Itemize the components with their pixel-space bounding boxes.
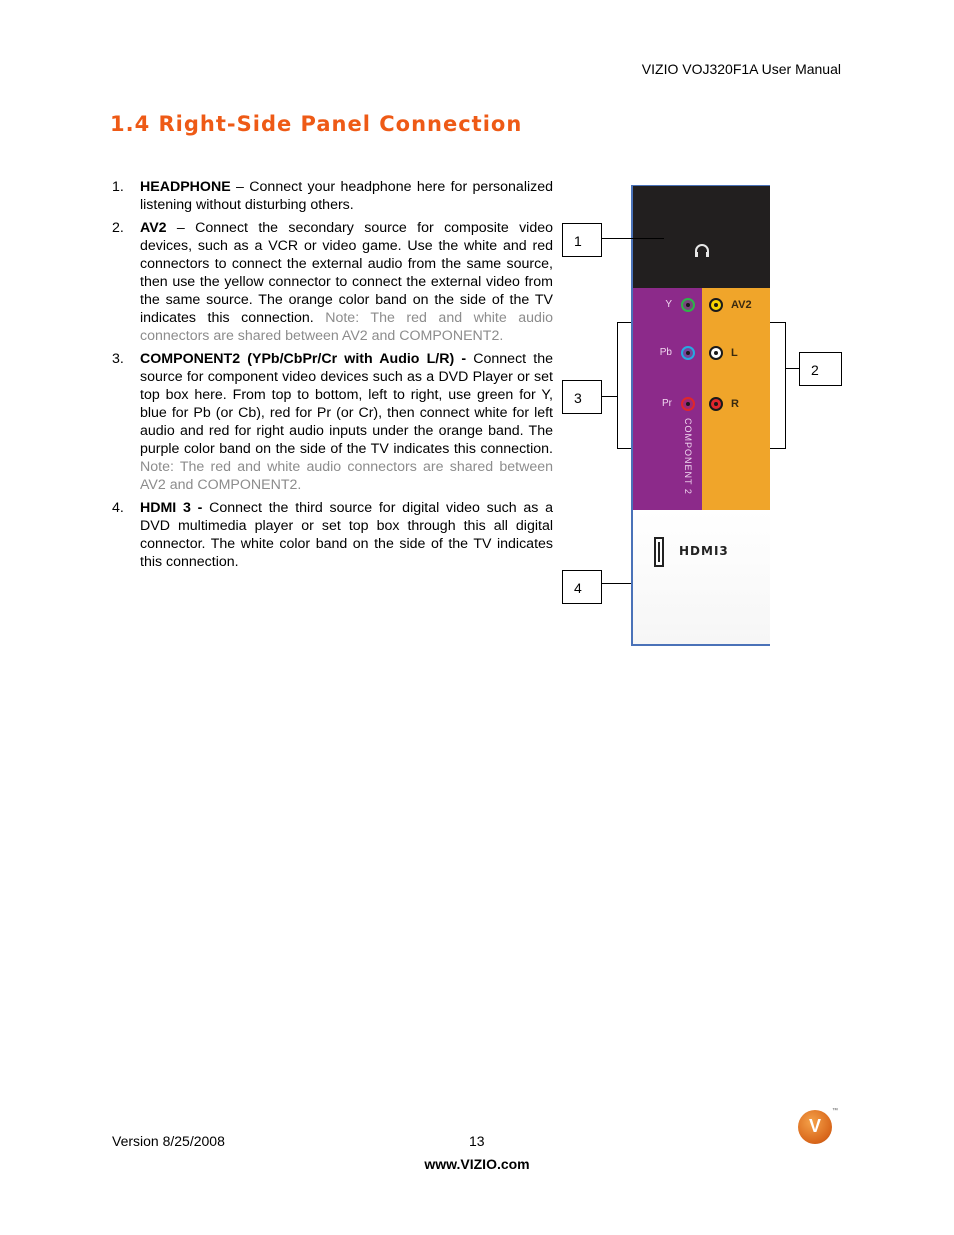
item-note: Note: The red and white audio connectors are shared between AV2 and COMPONENT2.: [140, 310, 553, 344]
port-label-pr: Pr: [662, 398, 672, 409]
item-text: – Connect the secondary source for composite video devices, such as a VCR or video game. Use the white and red connectors to connect the external audio from the same source, then use the yellow connector to connect the external video from the same source. The orange color band on the side of the TV indicates this connection.: [140, 220, 553, 326]
side-panel-illustration: [631, 185, 770, 645]
item-text: Connect the third source for digital video such as a DVD multimedia player or set top box through this all digital connector. The white color band on the side of the TV indicates this connection.: [140, 500, 553, 570]
audio-left-jack-icon[interactable]: [709, 346, 723, 360]
item-text: – Connect your headphone here for personalized listening without disturbing others.: [140, 179, 553, 213]
callout-line: [602, 396, 617, 397]
panel-edge: [631, 185, 633, 645]
callout-line: [602, 583, 631, 584]
item-number: 2.: [112, 220, 124, 236]
av-band: [702, 288, 770, 510]
port-label-y: Y: [665, 299, 672, 310]
audio-right-jack-icon[interactable]: [709, 397, 723, 411]
logo-letter: V: [808, 1116, 821, 1136]
item-number: 4.: [112, 500, 124, 516]
headphone-band: [631, 185, 770, 288]
component-band: [631, 288, 702, 510]
headphone-icon: [693, 242, 711, 260]
panel-edge: [631, 644, 770, 646]
callout-line: [602, 238, 664, 239]
callout-number: 2: [811, 362, 819, 378]
item-number: 3.: [112, 351, 124, 367]
item-title: COMPONENT2 (YPb/CbPr/Cr with Audio L/R) -: [140, 351, 474, 367]
footer-version: Version 8/25/2008: [112, 1133, 225, 1149]
connection-list: [112, 178, 553, 576]
hdmi-band: [631, 510, 770, 645]
hdmi-label: HDMI3: [679, 544, 729, 558]
list-item: [112, 499, 553, 571]
item-note: Note: The red and white audio connectors are shared between AV2 and COMPONENT2.: [140, 459, 553, 493]
callout-1: [562, 223, 602, 257]
list-item: [112, 350, 553, 494]
callout-4: [562, 570, 602, 604]
bracket-line: [617, 322, 618, 449]
y-jack-icon[interactable]: [681, 298, 695, 312]
callout-number: 3: [574, 390, 582, 406]
panel-edge: [631, 185, 770, 186]
list-item: [112, 178, 553, 214]
header-title: VIZIO VOJ320F1A User Manual: [641, 61, 841, 77]
item-title: AV2: [140, 220, 167, 236]
bracket-line: [617, 322, 631, 323]
av2-video-jack-icon[interactable]: [709, 298, 723, 312]
component-vertical-label: COMPONENT 2: [683, 418, 693, 495]
item-text: Connect the source for component video devices such as a DVD Player or set top box here. From top to bottom, left to right, use green for Y, blue for Pb (or Cb), red for Pr (or Cr), then connect white for left audio and red for right audio inputs under the orange band. The purple color band on the side of the TV indicates this connection.: [140, 351, 553, 457]
bracket-line: [617, 448, 631, 449]
vizio-logo-icon: [798, 1110, 832, 1144]
section-heading: 1.4 Right-Side Panel Connection: [110, 112, 523, 136]
page-number: 13: [469, 1133, 485, 1149]
callout-3: [562, 380, 602, 414]
port-label-r: R: [731, 398, 739, 410]
trademark-mark: ™: [832, 1108, 838, 1114]
item-number: 1.: [112, 179, 124, 195]
callout-number: 1: [574, 233, 582, 249]
list-item: [112, 219, 553, 345]
port-label-pb: Pb: [659, 347, 672, 358]
pb-jack-icon[interactable]: [681, 346, 695, 360]
port-label-l: L: [731, 347, 738, 359]
callout-line: [785, 368, 799, 369]
item-title: HEADPHONE: [140, 179, 231, 195]
callout-number: 4: [574, 580, 582, 596]
pr-jack-icon[interactable]: [681, 397, 695, 411]
item-title: HDMI 3 -: [140, 500, 210, 516]
callout-2: [799, 352, 842, 386]
bracket-line: [770, 448, 785, 449]
port-label-av2: AV2: [731, 299, 752, 311]
bracket-line: [785, 322, 786, 449]
footer-url[interactable]: www.VIZIO.com: [424, 1156, 530, 1172]
bracket-line: [770, 322, 785, 323]
hdmi-port-icon[interactable]: [654, 537, 664, 567]
